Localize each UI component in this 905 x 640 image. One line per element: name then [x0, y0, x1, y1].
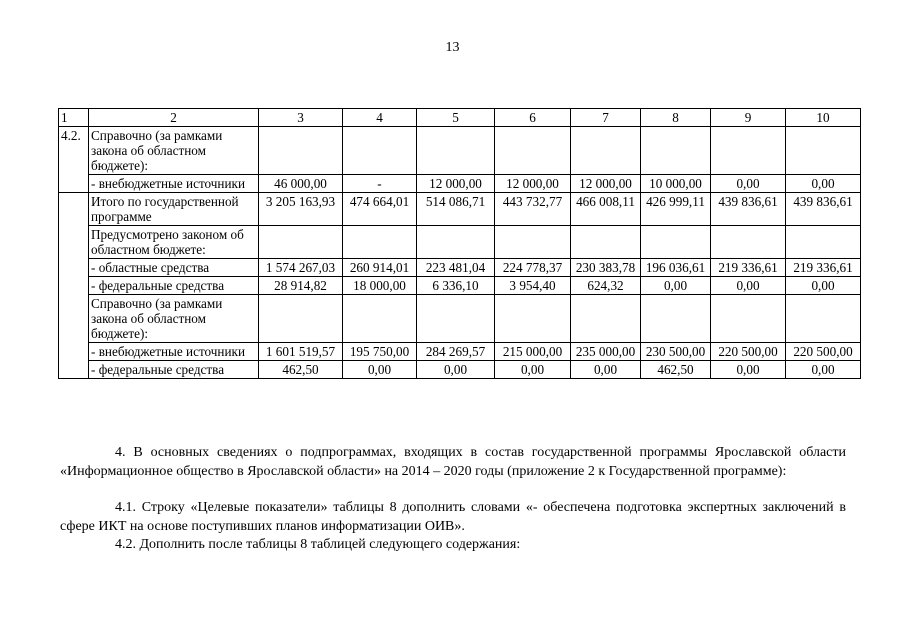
- value-cell: 1 574 267,03: [259, 259, 343, 277]
- header-cell: 9: [711, 109, 786, 127]
- value-cell: [641, 127, 711, 175]
- value-cell: 3 205 163,93: [259, 193, 343, 226]
- table-row: [59, 259, 861, 277]
- value-cell: [259, 295, 343, 343]
- value-cell: [259, 127, 343, 175]
- table-row: [59, 361, 861, 379]
- value-cell: 466 008,11: [571, 193, 641, 226]
- value-cell: 223 481,04: [417, 259, 495, 277]
- row-label: - федеральные средства: [89, 277, 259, 295]
- value-cell: 215 000,00: [495, 343, 571, 361]
- value-cell: [417, 127, 495, 175]
- row-label: - федеральные средства: [89, 361, 259, 379]
- value-cell: -: [343, 175, 417, 193]
- value-cell: 6 336,10: [417, 277, 495, 295]
- value-cell: 0,00: [495, 361, 571, 379]
- value-cell: [711, 127, 786, 175]
- value-cell: 624,32: [571, 277, 641, 295]
- header-cell: 6: [495, 109, 571, 127]
- empty-index-cell: [59, 193, 89, 379]
- value-cell: 0,00: [343, 361, 417, 379]
- value-cell: [786, 226, 861, 259]
- value-cell: 196 036,61: [641, 259, 711, 277]
- value-cell: [571, 226, 641, 259]
- header-cell: 10: [786, 109, 861, 127]
- value-cell: 260 914,01: [343, 259, 417, 277]
- value-cell: 439 836,61: [786, 193, 861, 226]
- table-row: [59, 226, 861, 259]
- value-cell: 18 000,00: [343, 277, 417, 295]
- value-cell: 220 500,00: [711, 343, 786, 361]
- value-cell: [343, 295, 417, 343]
- value-cell: 3 954,40: [495, 277, 571, 295]
- value-cell: 219 336,61: [786, 259, 861, 277]
- value-cell: [343, 127, 417, 175]
- section-number: 4.2.: [59, 127, 89, 193]
- value-cell: 0,00: [711, 277, 786, 295]
- value-cell: 1 601 519,57: [259, 343, 343, 361]
- value-cell: 28 914,82: [259, 277, 343, 295]
- table-row: [59, 127, 861, 175]
- header-cell: 1: [59, 109, 89, 127]
- value-cell: 514 086,71: [417, 193, 495, 226]
- table-row: [59, 343, 861, 361]
- value-cell: 439 836,61: [711, 193, 786, 226]
- paragraph-add-table: 4.2. Дополнить после таблицы 8 таблицей следующего содержания:: [115, 537, 521, 552]
- value-cell: [641, 295, 711, 343]
- value-cell: [259, 226, 343, 259]
- header-cell: 7: [571, 109, 641, 127]
- header-cell: 2: [89, 109, 259, 127]
- budget-table: [58, 108, 861, 379]
- header-cell: 3: [259, 109, 343, 127]
- value-cell: [417, 295, 495, 343]
- value-cell: 220 500,00: [786, 343, 861, 361]
- value-cell: 12 000,00: [417, 175, 495, 193]
- value-cell: [786, 127, 861, 175]
- table-row: [59, 175, 861, 193]
- value-cell: [571, 295, 641, 343]
- paragraph-target-indicators: 4.1. Строку «Целевые показатели» таблицы 8 дополнить словами «- обеспечена подготовка экспертных заключений в сфере ИКТ на основе поступивших планов информатизации ОИВ».: [60, 500, 846, 534]
- row-label: Предусмотрено законом об областном бюджете:: [89, 226, 259, 259]
- value-cell: 462,50: [641, 361, 711, 379]
- value-cell: 10 000,00: [641, 175, 711, 193]
- header-cell: 5: [417, 109, 495, 127]
- value-cell: [711, 295, 786, 343]
- row-label: - внебюджетные источники: [89, 175, 259, 193]
- table-row: [59, 277, 861, 295]
- value-cell: [641, 226, 711, 259]
- value-cell: 0,00: [711, 175, 786, 193]
- value-cell: 12 000,00: [571, 175, 641, 193]
- value-cell: [417, 226, 495, 259]
- row-label: Итого по государственной программе: [89, 193, 259, 226]
- value-cell: [495, 127, 571, 175]
- value-cell: 474 664,01: [343, 193, 417, 226]
- value-cell: [786, 295, 861, 343]
- value-cell: [343, 226, 417, 259]
- value-cell: 0,00: [641, 277, 711, 295]
- value-cell: [571, 127, 641, 175]
- value-cell: [495, 226, 571, 259]
- value-cell: 284 269,57: [417, 343, 495, 361]
- header-cell: 4: [343, 109, 417, 127]
- value-cell: 12 000,00: [495, 175, 571, 193]
- header-cell: 8: [641, 109, 711, 127]
- page-number: 13: [445, 40, 460, 55]
- value-cell: 0,00: [786, 277, 861, 295]
- value-cell: 230 383,78: [571, 259, 641, 277]
- value-cell: [495, 295, 571, 343]
- table-row: [59, 295, 861, 343]
- row-label: Справочно (за рамками закона об областном бюджете):: [89, 295, 259, 343]
- value-cell: 235 000,00: [571, 343, 641, 361]
- value-cell: 443 732,77: [495, 193, 571, 226]
- row-label: - областные средства: [89, 259, 259, 277]
- value-cell: 0,00: [786, 361, 861, 379]
- value-cell: 0,00: [417, 361, 495, 379]
- value-cell: 195 750,00: [343, 343, 417, 361]
- value-cell: [711, 226, 786, 259]
- value-cell: 0,00: [786, 175, 861, 193]
- value-cell: 230 500,00: [641, 343, 711, 361]
- header-row: [59, 109, 861, 127]
- value-cell: 219 336,61: [711, 259, 786, 277]
- paragraph-subprograms: 4. В основных сведениях о подпрограммах, входящих в состав государственной программы Ярославской области «Информационное общество в Ярославской области» на 2014 – 2020 годы (приложение 2 к Государственной программе):: [60, 445, 846, 479]
- value-cell: 46 000,00: [259, 175, 343, 193]
- row-label: - внебюджетные источники: [89, 343, 259, 361]
- value-cell: 224 778,37: [495, 259, 571, 277]
- value-cell: 0,00: [571, 361, 641, 379]
- row-label: Справочно (за рамками закона об областном бюджете):: [89, 127, 259, 175]
- value-cell: 462,50: [259, 361, 343, 379]
- table-row: [59, 193, 861, 226]
- value-cell: 426 999,11: [641, 193, 711, 226]
- value-cell: 0,00: [711, 361, 786, 379]
